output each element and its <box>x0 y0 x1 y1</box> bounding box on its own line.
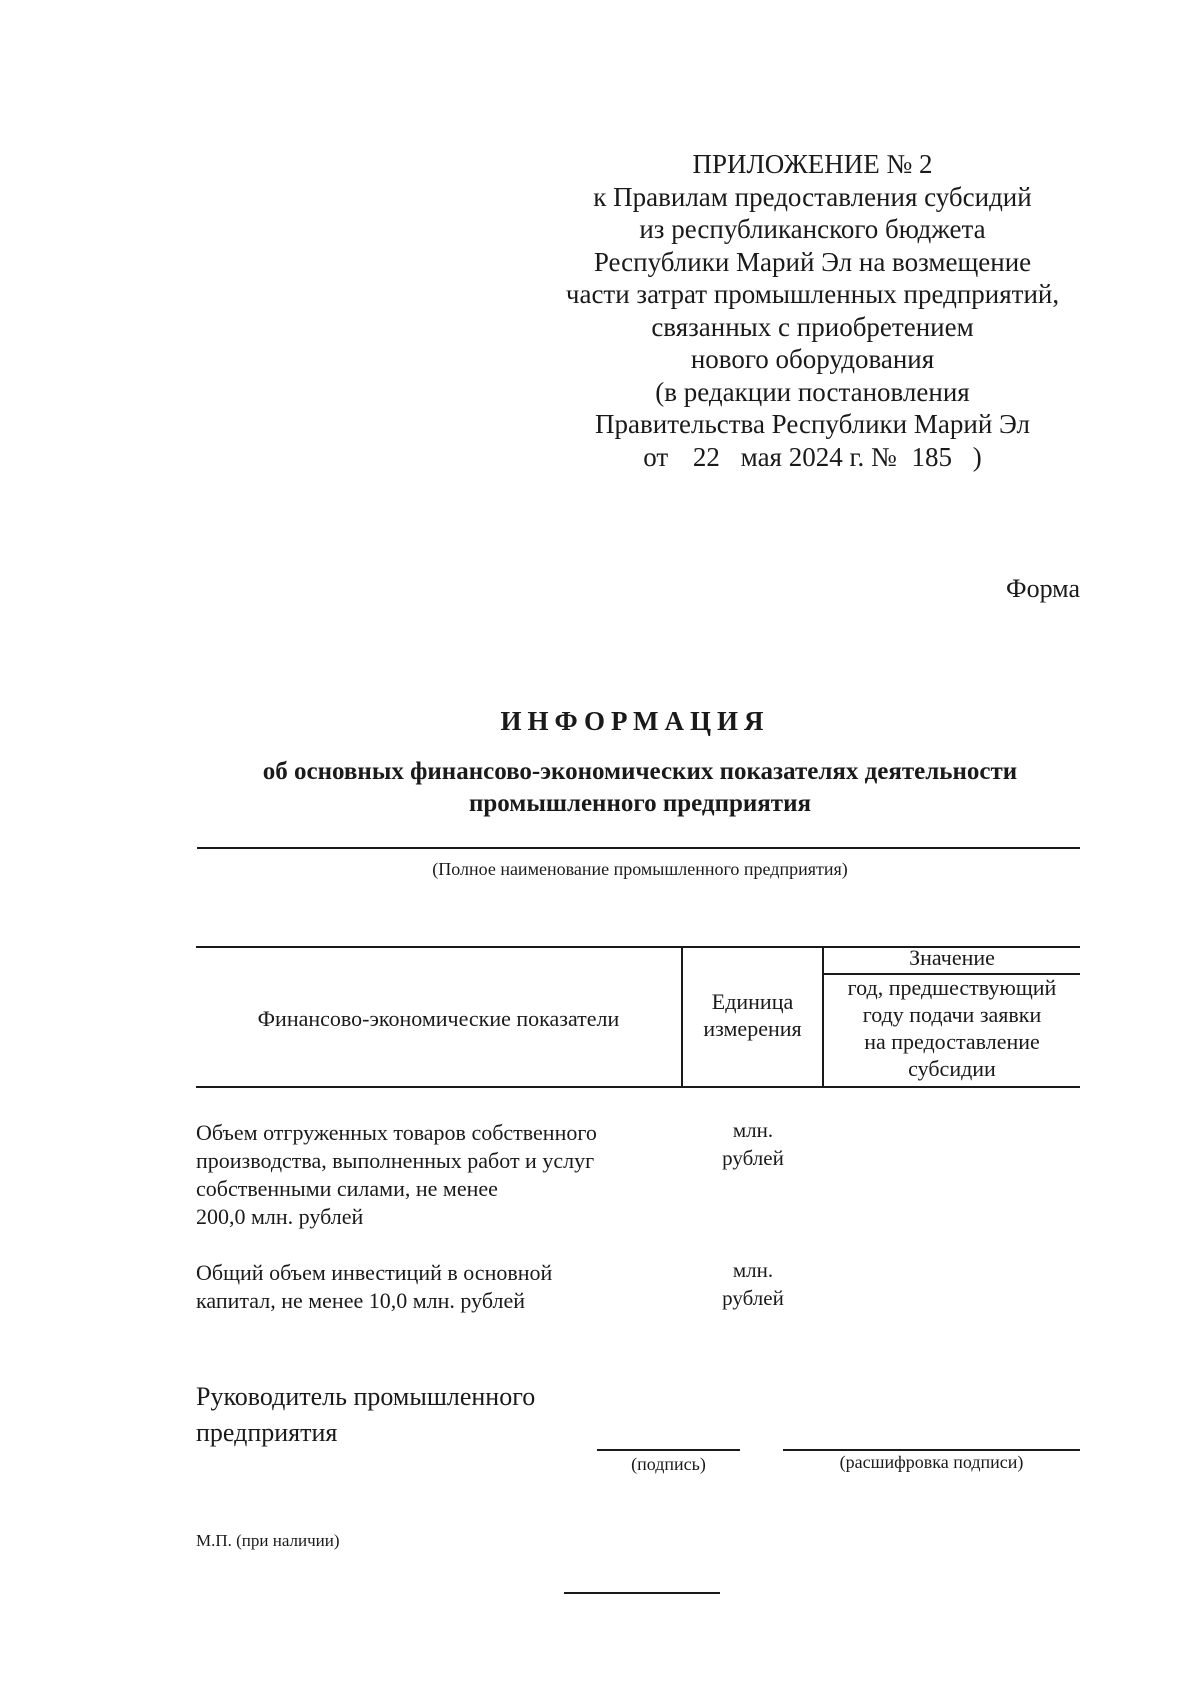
appendix-number: ПРИЛОЖЕНИЕ № 2 <box>692 149 933 179</box>
subtitle-line: об основных финансово-экономических показателях деятельности <box>262 758 1018 785</box>
head-label-line: Руководитель промышленного <box>196 1382 536 1411</box>
table-row-unit <box>678 1116 828 1172</box>
indicator-line: собственными силами, не менее <box>196 1176 498 1201</box>
document-subtitle <box>200 756 1080 820</box>
document-title: ИНФОРМАЦИЯ <box>500 706 770 736</box>
table-row-indicator <box>196 1119 597 1231</box>
indicator-line: капитал, не менее 10,0 млн. рублей <box>196 1288 525 1313</box>
header-value: Значение <box>909 945 995 970</box>
stamp-label: М.П. (при наличии) <box>196 1531 340 1550</box>
signature-line <box>597 1449 740 1451</box>
indicator-line: Объем отгруженных товаров собственного <box>196 1120 597 1145</box>
unit-line: млн. <box>732 1258 774 1282</box>
table-header-bottom-border <box>196 1086 1080 1088</box>
subtitle-line: промышленного предприятия <box>468 790 812 817</box>
appendix-line: (в редакции постановления <box>655 376 970 407</box>
head-of-enterprise-label <box>196 1379 535 1451</box>
header-year-line: на предоставление <box>864 1029 1040 1054</box>
enterprise-name-line <box>197 847 1080 849</box>
indicator-line: производства, выполненных работ и услуг <box>196 1148 595 1173</box>
date-prefix: от <box>643 441 669 472</box>
end-divider-line <box>564 1592 720 1594</box>
header-year <box>824 974 1080 1082</box>
date-number: 185 <box>911 441 953 472</box>
date-rest: мая 2024 г. № <box>740 441 897 472</box>
header-indicators: Финансово-экономические показатели <box>257 1006 620 1031</box>
header-unit-line: Единица <box>711 989 794 1014</box>
table-row-indicator <box>196 1259 552 1315</box>
header-year-line: субсидии <box>908 1056 996 1081</box>
appendix-line: к Правилам предоставления субсидий <box>593 181 1032 212</box>
indicator-line: 200,0 млн. рублей <box>196 1204 364 1229</box>
head-label-line: предприятия <box>196 1418 338 1447</box>
form-label: Форма <box>1006 574 1080 603</box>
enterprise-name-caption: (Полное наименование промышленного предприятия) <box>432 859 848 879</box>
header-unit-line: измерения <box>703 1016 802 1041</box>
appendix-date-line <box>540 441 1085 474</box>
date-day: 22 <box>692 441 720 472</box>
date-close: ) <box>972 441 982 472</box>
signature-caption: (подпись) <box>631 1454 706 1474</box>
header-year-line: году подачи заявки <box>862 1002 1042 1027</box>
table-row-unit <box>678 1256 828 1312</box>
appendix-line: Правительства Республики Марий Эл <box>595 409 1030 439</box>
appendix-line: из республиканского бюджета <box>639 214 986 244</box>
unit-line: рублей <box>722 1286 784 1310</box>
unit-line: рублей <box>722 1146 784 1170</box>
signature-decoding-line <box>783 1449 1080 1451</box>
appendix-line: нового оборудования <box>690 344 935 374</box>
unit-line: млн. <box>732 1118 774 1142</box>
indicator-line: Общий объем инвестиций в основной <box>196 1260 553 1285</box>
appendix-line: связанных с приобретением <box>651 311 974 342</box>
appendix-header <box>540 148 1085 473</box>
appendix-line: Республики Марий Эл на возмещение <box>593 246 1032 277</box>
appendix-line: части затрат промышленных предприятий, <box>565 279 1060 309</box>
header-unit <box>683 988 822 1042</box>
header-year-line: год, предшествующий <box>847 975 1057 1000</box>
signature-decoding-caption: (расшифровка подписи) <box>839 1452 1024 1472</box>
